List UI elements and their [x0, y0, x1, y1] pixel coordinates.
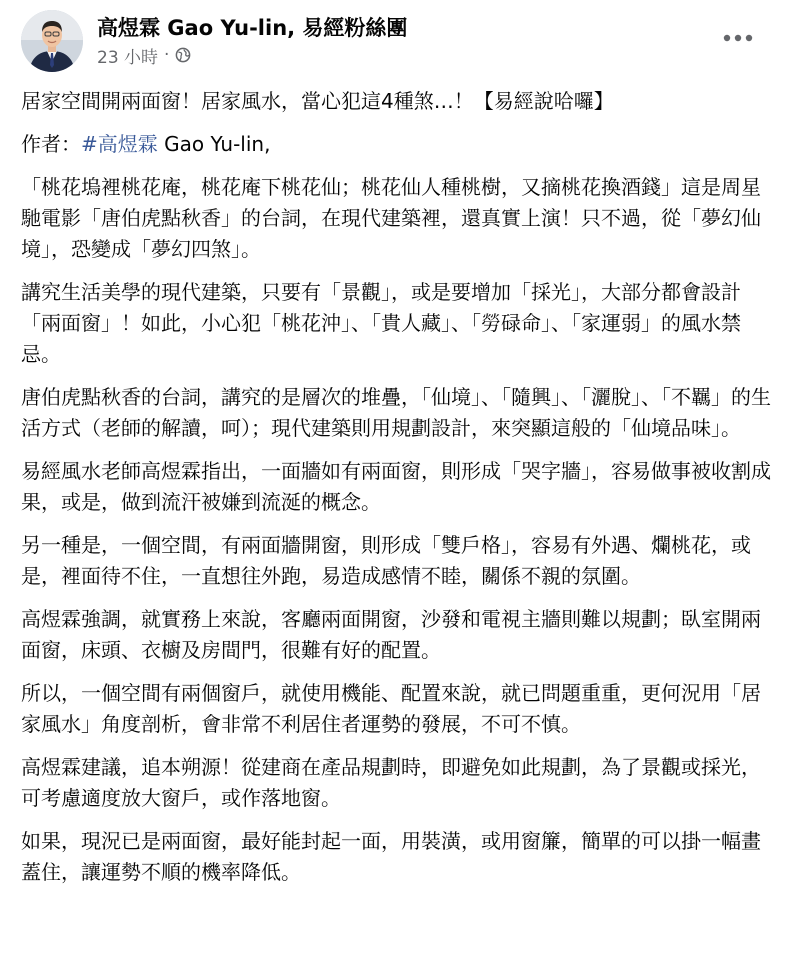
post-header	[0, 0, 788, 80]
post-paragraph: 講究生活美學的現代建築，只要有「景觀」，或是要增加「採光」，大部分都會設計「兩面窗」！如此，小心犯「桃花沖」、「貴人藏」、「勞碌命」、「家運弱」的風水禁忌。	[21, 280, 741, 366]
post-meta	[97, 43, 191, 67]
byline-suffix: Gao Yu-lin,	[157, 132, 271, 156]
byline-prefix: 作者：	[21, 132, 81, 156]
post-title: 居家空間開兩面窗！居家風水，當心犯這4種煞…！【易經說哈囉】	[21, 89, 614, 113]
author-avatar[interactable]	[21, 10, 83, 72]
post-paragraph: 唐伯虎點秋香的台詞，講究的是層次的堆疊，「仙境」、「隨興」、「灑脫」、「不羈」的生活方式（老師的解讀，呵）；現代建築則用規劃設計，來突顯這般的「仙境品味」。	[21, 385, 771, 440]
meta-separator: ·	[164, 45, 170, 65]
hashtag-link[interactable]: #高煜霖	[81, 132, 158, 156]
post-body	[21, 86, 771, 900]
post-paragraph: 易經風水老師高煜霖指出，一面牆如有兩面窗，則形成「哭字牆」，容易做事被收割成果，或是，做到流汗被嫌到流涎的概念。	[21, 459, 771, 514]
post-paragraph: 高煜霖建議，追本朔源！從建商在產品規劃時，即避免如此規劃，為了景觀或採光，可考慮適度放大窗戶，或作落地窗。	[21, 755, 761, 810]
post-paragraph: 高煜霖強調，就實務上來說，客廳兩面開窗，沙發和電視主牆則難以規劃；臥室開兩面窗，床頭、衣櫥及房間門，很難有好的配置。	[21, 607, 761, 662]
post-paragraph: 如果，現況已是兩面窗，最好能封起一面，用裝潢，或用窗簾，簡單的可以掛一幅畫蓋住，讓運勢不順的機率降低。	[21, 829, 761, 884]
author-name[interactable]: 高煜霖 Gao Yu-lin, 易經粉絲團	[97, 16, 408, 40]
post-timestamp[interactable]: 23 小時	[97, 47, 159, 68]
post-byline	[21, 129, 771, 160]
post-paragraph: 另一種是，一個空間，有兩面牆開窗，則形成「雙戶格」，容易有外遇、爛桃花，或是，裡面待不住，一直想往外跑，易造成感情不睦，關係不親的氛圍。	[21, 533, 751, 588]
post-paragraph: 所以，一個空間有兩個窗戶，就使用機能、配置來說，就已問題重重，更何況用「居家風水」角度剖析，會非常不利居住者運勢的發展，不可不慎。	[21, 681, 761, 736]
more-dots-icon	[723, 34, 753, 42]
avatar-portrait-icon	[21, 10, 83, 72]
post-paragraph: 「桃花塢裡桃花庵，桃花庵下桃花仙；桃花仙人種桃樹，又摘桃花換酒錢」這是周星馳電影「唐伯虎點秋香」的台詞，在現代建築裡，還真實上演！只不過，從「夢幻仙境」，恐變成「夢幻四煞」。	[21, 175, 761, 261]
more-options-button[interactable]	[716, 22, 760, 54]
globe-icon[interactable]	[175, 47, 191, 63]
